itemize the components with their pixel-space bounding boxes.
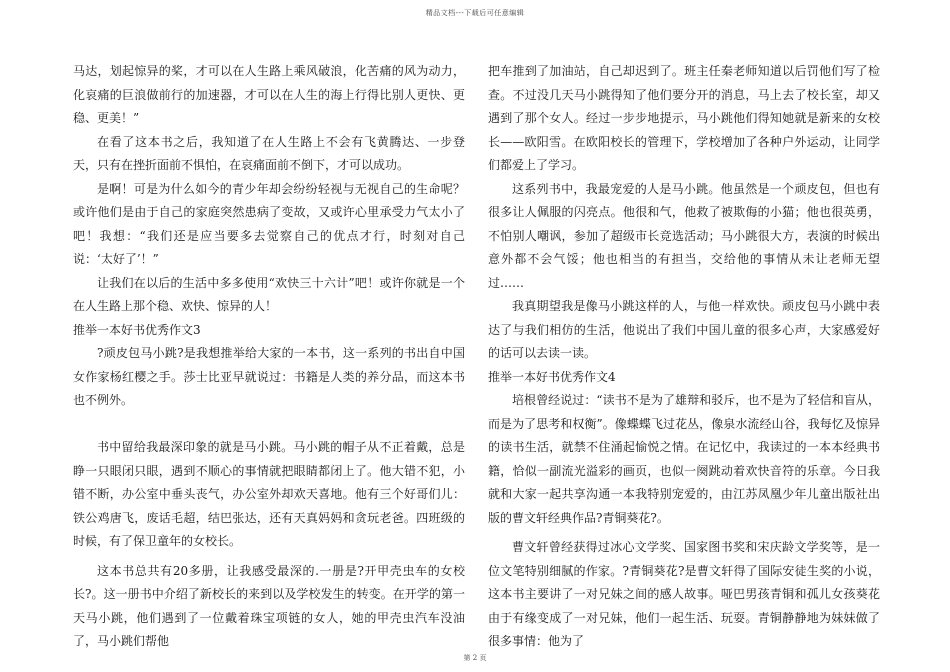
body-paragraph: 让我们在以后的生活中多多使用“欢快三十六计”吧！或许你就是一个在人生路上那个稳、欢快、惊异的人！ xyxy=(73,275,465,313)
left-column xyxy=(73,60,465,654)
section-heading: 推举一本好书优秀作文4 xyxy=(488,369,616,384)
page-footer: 第 2 页 xyxy=(463,654,487,662)
body-paragraph: 马达，划起惊异的桨，才可以在人生路上乘风破浪，化苦痛的风为动力，化哀痛的巨浪做前行的加速器，才可以在人生的海上行得比别人更快、更稳、更美！” xyxy=(73,64,465,125)
paragraph-gap xyxy=(73,413,465,437)
page-header: 精品文档---下载后可任意编辑 xyxy=(425,9,525,17)
section-heading: 推举一本好书优秀作文3 xyxy=(73,322,201,337)
body-paragraph: 在看了这本书之后，我知道了在人生路上不会有飞黄腾达、一步登天，只有在挫折面前不惧怕，在哀痛面前不倒下，才可以成功。 xyxy=(73,134,465,172)
body-paragraph: 书中留给我最深印象的就是马小跳。马小跳的帽子从不正着戴，总是睁一只眼闭只眼，遇到不顺心的事情就把眼睛都闭上了。他大错不犯，小错不断，办公室中垂头丧气，办公室外却欢天喜地。他有三个好哥们儿：铁公鸡唐飞，废话毛超，结巴张达，还有天真妈妈和贪玩老爸。四班级的时候，有了保卫童年的女校长。 xyxy=(73,440,465,548)
body-paragraph: 这本书总共有20多册，让我感受最深的.一册是?开甲壳虫车的女校长?。这一册书中介绍了新校长的来到以及学校发生的转变。在开学的第一天马小跳，他们遇到了一位戴着珠宝项链的女人，她的甲壳虫汽车没油了，马小跳们帮他 xyxy=(73,563,465,648)
body-paragraph: 我真期望我是像马小跳这样的人，与他一样欢快。顽皮包马小跳中表达了与我们相仿的生活，他说出了我们中国儿童的很多心声，大家感爱好的话可以去读一读。 xyxy=(488,299,880,360)
body-paragraph: 曹文轩曾经获得过冰心文学奖、国家图书奖和宋庆龄文学奖等，是一位文笔特别细腻的作家。?青铜葵花?是曹文轩得了国际安徒生奖的小说，这本书主要讲了一对兄妹之间的感人故事。哑巴男孩青铜和孤儿女孩葵花由于有缘变成了一对兄妹，他们一起生活、玩耍。青铜静静地为妹妹做了很多事情：他为了 xyxy=(488,540,880,648)
body-paragraph: 这系列书中，我最宠爱的人是马小跳。他虽然是一个顽皮包，但也有很多让人佩服的闪亮点。他很和气，他救了被欺侮的小猫；他也很英勇，不怕别人嘲讽，参加了超级市长竞选活动；马小跳很大方，表演的时候出意外都不会气馁；他也相当的有担当，交给他的事情从未让老师无望过…… xyxy=(488,181,880,290)
right-column xyxy=(488,60,880,654)
body-paragraph: 把车推到了加油站，自己却迟到了。班主任秦老师知道以后罚他们写了检查。不过没几天马小跳得知了他们要分开的消息，马上去了校长室，却又遇到了那个女人。经过一步步地提示，马小跳他们得知她就是新来的女校长——欧阳雪。在欧阳校长的管理下，学校增加了各种户外运动，让同学们都爱上了学习。 xyxy=(488,64,880,172)
body-paragraph: ?顽皮包马小跳?是我想推举给大家的一本书，这一系列的书出自中国女作家杨红樱之手。莎士比亚早就说过：书籍是人类的养分品，而这本书也不例外。 xyxy=(73,346,465,407)
body-paragraph: 培根曾经说过：“读书不是为了雄辩和驳斥，也不是为了轻信和盲从，而是为了思考和权衡”。像蝶蝶飞过花丛，像泉水流经山谷，我每忆及惊异的读书生活，就禁不住涌起愉悦之情。在记忆中，我读过的一本本经典书籍，恰似一副流光溢彩的画页，也似一阕跳动着欢快音符的乐章。今日我就和大家一起共享沟通一本我特别宠爱的，由江苏凤凰少年儿童出版社出版的曹文轩经典作品?青铜葵花?。 xyxy=(488,393,880,525)
body-paragraph: 是啊！可是为什么如今的青少年却会纷纷轻视与无视自己的生命呢？或许他们是由于自己的家庭突然患病了变故，又或许心里承受力气太小了吧！我想：“我们还是应当要多去觉察自己的优点才行，时刻对自己说：‘太好了’！” xyxy=(73,181,465,266)
